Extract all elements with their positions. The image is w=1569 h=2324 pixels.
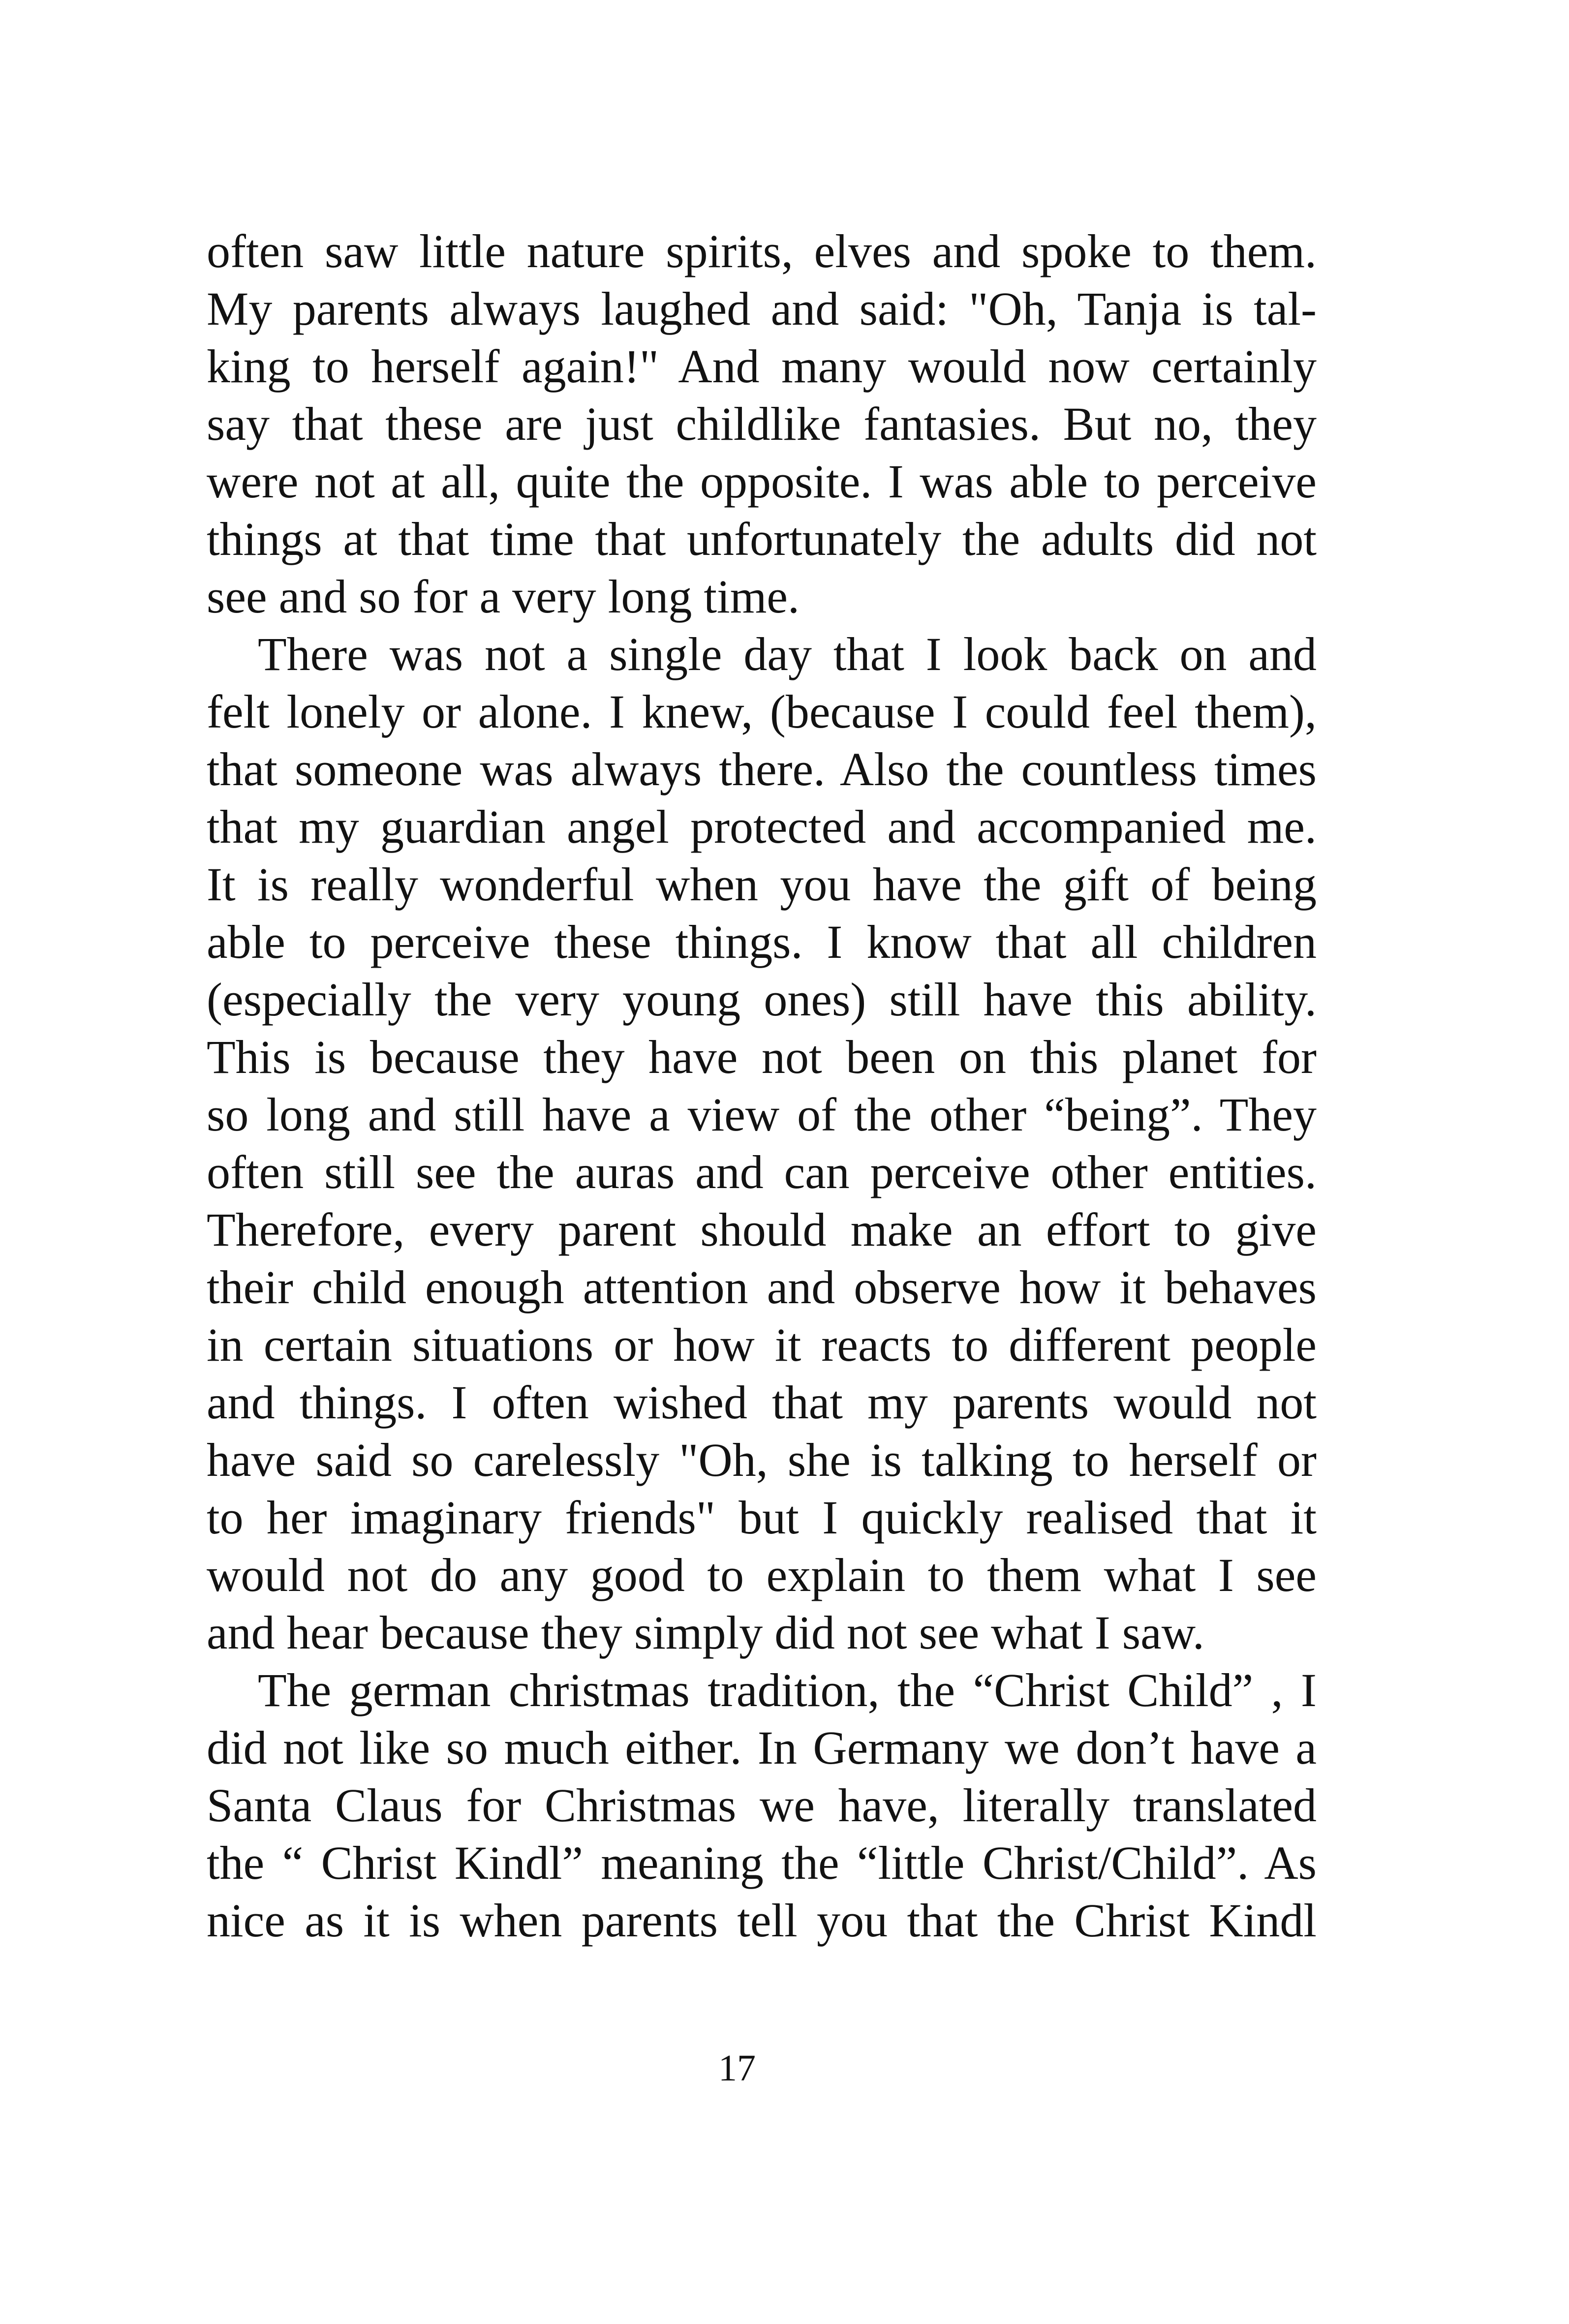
text-line: have said so carelessly "Oh, she is talking to herself or xyxy=(207,1434,1317,1486)
text-line: The german christmas tradition, the “Christ Child” , I xyxy=(258,1664,1317,1716)
text-line: able to perceive these things. I know that all children xyxy=(207,916,1317,968)
text-line: the “ Christ Kindl” meaning the “little Christ/Child”. As xyxy=(207,1836,1317,1889)
paragraph xyxy=(207,222,1317,625)
text-line: their child enough attention and observe how it behaves xyxy=(207,1261,1317,1314)
text-line: My parents always laughed and said: "Oh, Tanja is tal- xyxy=(207,282,1317,335)
text-line: often saw little nature spirits, elves and spoke to them. xyxy=(207,225,1317,277)
text-line: and hear because they simply did not see what I saw. xyxy=(207,1606,1204,1659)
text-line: and things. I often wished that my parents would not xyxy=(207,1376,1317,1429)
text-line: felt lonely or alone. I knew, (because I could feel them), xyxy=(207,685,1317,738)
text-line: There was not a single day that I look back on and xyxy=(258,628,1317,680)
text-line: (especially the very young ones) still have this ability. xyxy=(207,973,1317,1026)
text-line: nice as it is when parents tell you that the Christ Kindl xyxy=(207,1894,1317,1947)
paragraph xyxy=(207,1661,1317,1949)
text-line: This is because they have not been on this planet for xyxy=(207,1031,1317,1083)
text-line: things at that time that unfortunately the adults did not xyxy=(207,513,1317,565)
text-line: so long and still have a view of the other “being”. They xyxy=(207,1088,1317,1141)
text-line: often still see the auras and can perceive other entities. xyxy=(207,1146,1317,1198)
text-line: king to herself again!" And many would now certainly xyxy=(207,340,1317,393)
paragraph xyxy=(207,625,1317,1661)
text-line: were not at all, quite the opposite. I was able to perceive xyxy=(207,455,1317,508)
text-line: Therefore, every parent should make an effort to give xyxy=(207,1203,1317,1256)
text-line: see and so for a very long time. xyxy=(207,570,800,623)
text-line: to her imaginary friends" but I quickly realised that it xyxy=(207,1491,1317,1544)
text-line: in certain situations or how it reacts to different people xyxy=(207,1318,1317,1371)
text-line: would not do any good to explain to them what I see xyxy=(207,1549,1317,1601)
text-line: say that these are just childlike fantasies. But no, they xyxy=(207,398,1317,450)
text-line: did not like so much either. In Germany we don’t have a xyxy=(207,1721,1317,1774)
text-line: It is really wonderful when you have the gift of being xyxy=(207,858,1317,911)
text-block xyxy=(207,222,1317,1949)
text-line: that someone was always there. Also the countless times xyxy=(207,743,1317,795)
page-number: 17 xyxy=(718,2048,756,2089)
text-line: that my guardian angel protected and accompanied me. xyxy=(207,800,1317,853)
text-line: Santa Claus for Christmas we have, literally translated xyxy=(207,1779,1317,1832)
